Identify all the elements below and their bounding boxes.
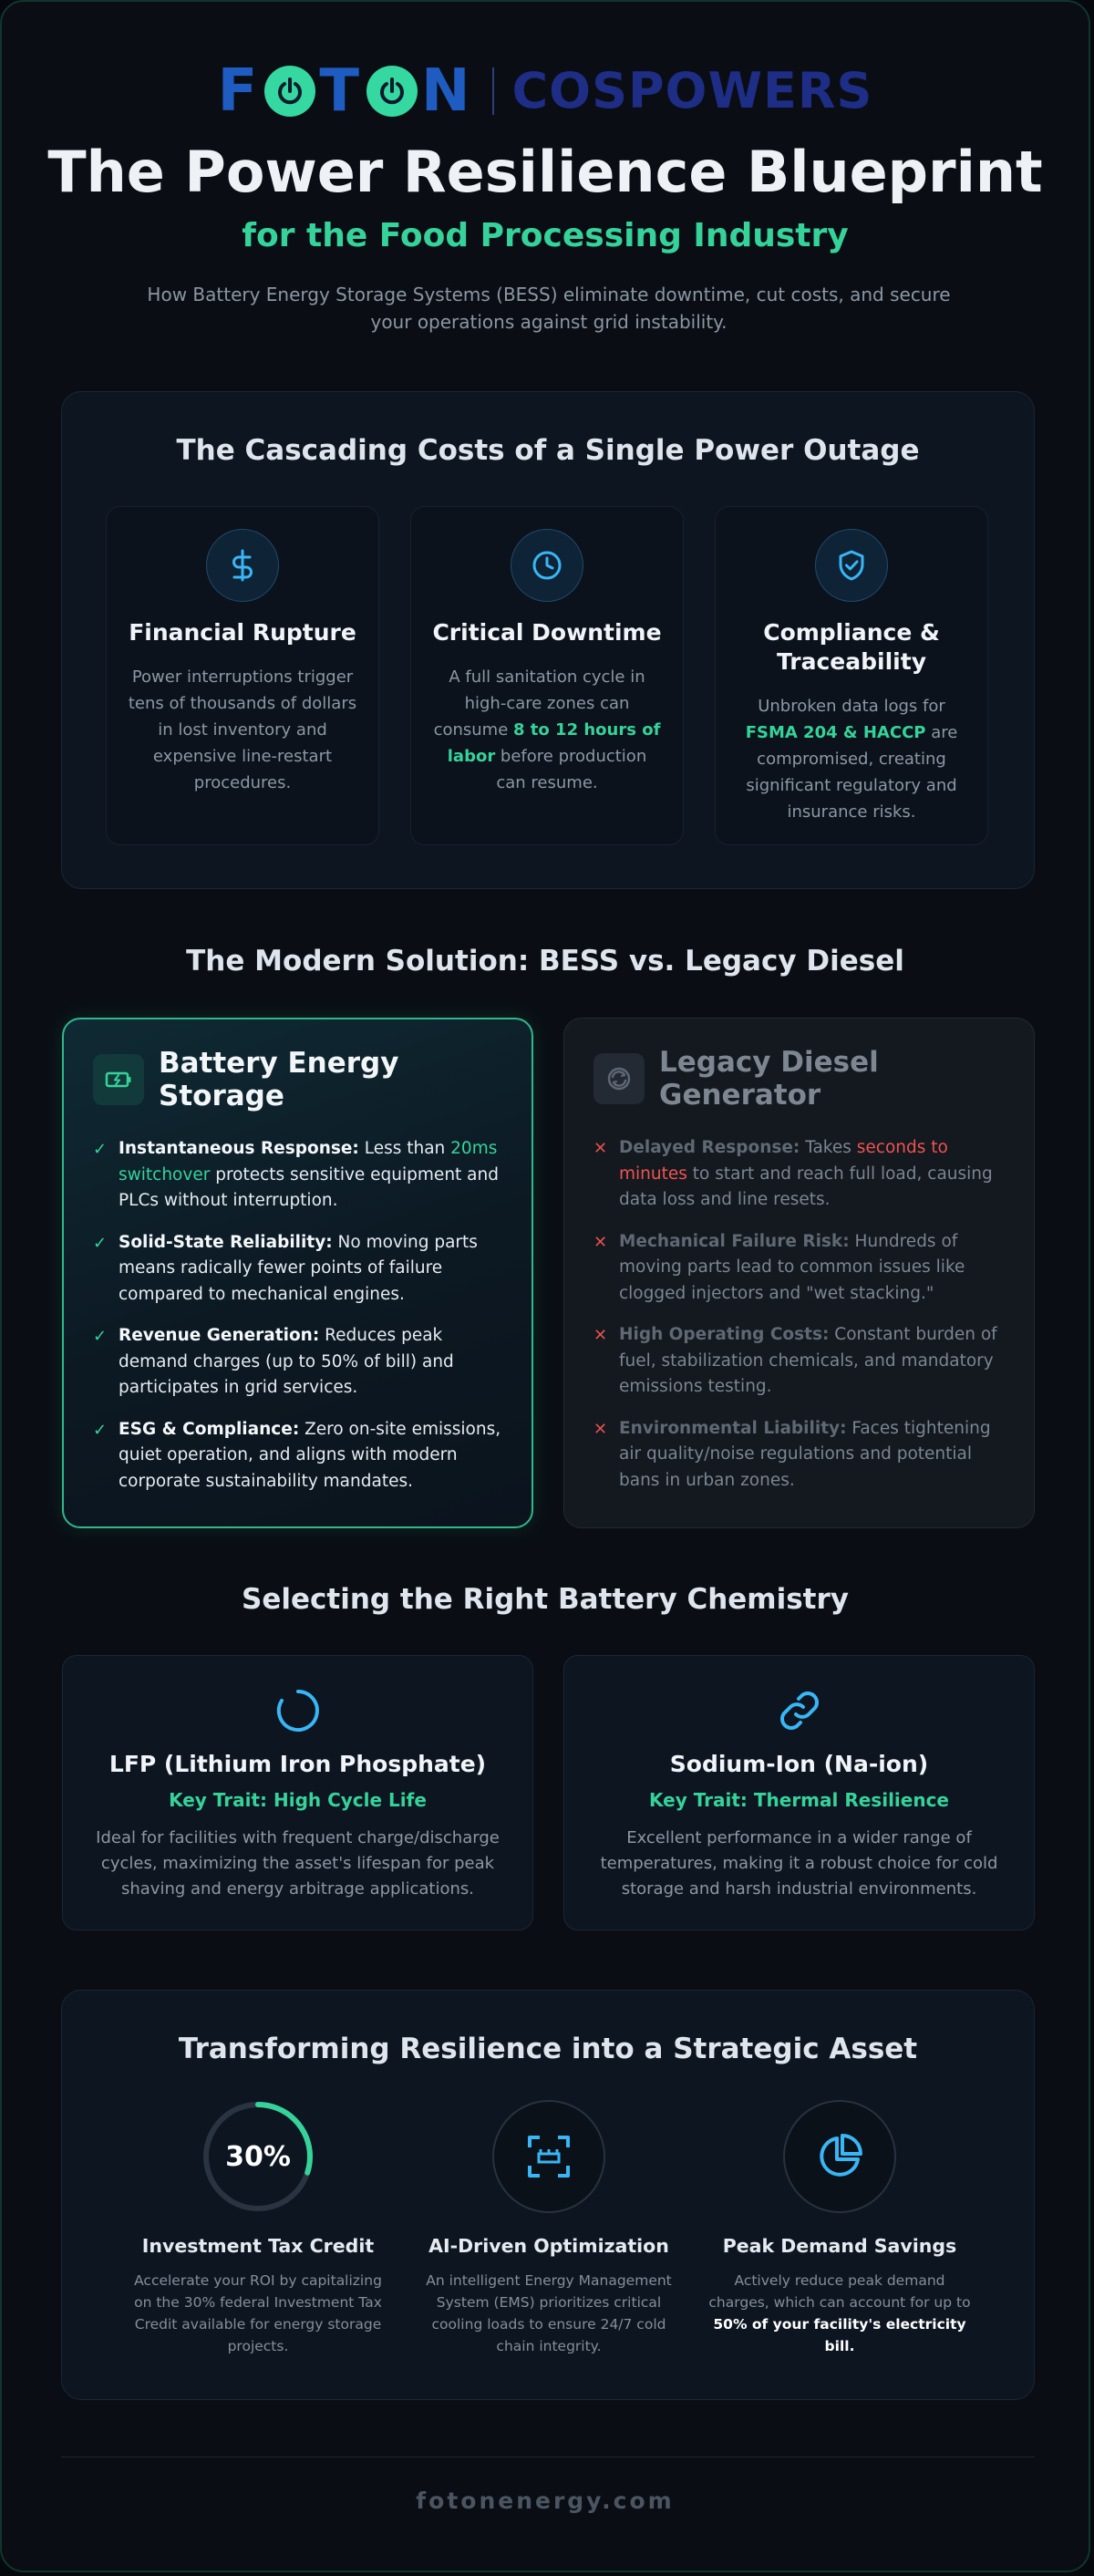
list-item: ✕ Delayed Response: Takes seconds to minutes to start and reach full load, causing data loss and line resets.: [593, 1138, 993, 1209]
check-icon: ✓: [93, 1140, 108, 1159]
x-icon: ✕: [593, 1232, 608, 1252]
chem-card-text: Excellent performance in a wider range of temperatures, making it a robust choice for cold storage and harsh industrial environments.: [600, 1828, 998, 1898]
x-icon: ✕: [593, 1326, 608, 1345]
brand-logo: [2, 57, 1089, 125]
outage-costs-section: [61, 391, 1035, 889]
cost-card-text: Unbroken data logs for FSMA 204 & HACCP are compromised, creating significant regulatory and insurance risks.: [745, 697, 958, 822]
x-icon: ✕: [593, 1139, 608, 1158]
tax-credit-value: 30%: [225, 2140, 291, 2173]
check-icon: ✓: [93, 1420, 108, 1440]
asset-text: Accelerate your ROI by capitalizing on the 30% federal Investment Tax Credit available for energy storage projects.: [134, 2272, 382, 2354]
asset-title: AI-Driven Optimization: [428, 2235, 669, 2257]
foton-logo: F T N: [217, 57, 474, 125]
strategic-asset-section: [61, 1990, 1035, 2400]
list-item: ✕ High Operating Costs: Constant burden of fuel, stabilization chemicals, and mandatory emissions testing.: [593, 1325, 997, 1396]
cost-card-title: Critical Downtime: [432, 619, 662, 646]
pie-chart-icon: [783, 2100, 896, 2213]
page-subtitle: for the Food Processing Industry: [242, 217, 849, 254]
highlight-text: FSMA 204 & HACCP: [745, 723, 926, 742]
asset-text: Actively reduce peak demand charges, which can account for up to 50% of your facility's electricity bill.: [708, 2272, 971, 2354]
battery-icon: [93, 1054, 144, 1105]
asset-text: An intelligent Energy Management System (EMS) prioritizes critical cooling loads to ensure 24/7 cold chain integrity.: [426, 2272, 672, 2354]
cost-card-downtime: [410, 506, 684, 845]
footer-url: fotonenergy.com: [416, 2488, 675, 2514]
chem-card-title: Sodium-Ion (Na-ion): [669, 1751, 929, 1777]
diesel-card: [563, 1018, 1035, 1528]
cost-card-financial: [106, 506, 379, 845]
asset-title: Investment Tax Credit: [141, 2235, 375, 2257]
chem-card-lfp: [62, 1655, 533, 1930]
check-icon: ✓: [93, 1327, 108, 1346]
bess-card: [62, 1018, 533, 1528]
list-item: ✓ Revenue Generation: Reduces peak demand charges (up to 50% of bill) and participates in grid services.: [93, 1326, 454, 1397]
chemistry-title: Selecting the Right Battery Chemistry: [242, 1583, 849, 1616]
x-icon: ✕: [593, 1419, 608, 1439]
cycle-icon: [273, 1685, 324, 1736]
diesel-list: [592, 1135, 1008, 1494]
asset-ai-optimization: [412, 2100, 686, 2357]
logo-divider: [492, 67, 494, 115]
cost-card-title: Financial Rupture: [129, 619, 356, 646]
shield-check-icon: [815, 529, 888, 602]
bess-title: Battery Energy Storage: [159, 1047, 399, 1112]
cost-card-title: Compliance & Traceability: [763, 619, 940, 675]
chem-card-trait: Key Trait: High Cycle Life: [169, 1789, 427, 1811]
solution-title: The Modern Solution: BESS vs. Legacy Diesel: [186, 945, 904, 978]
asset-peak-demand: [703, 2100, 976, 2357]
clock-icon: [511, 529, 583, 602]
bess-list: [91, 1136, 506, 1495]
highlight-text: 8 to 12 hours of labor: [447, 720, 661, 766]
dollar-icon: [206, 529, 279, 602]
diesel-title: Legacy Diesel Generator: [659, 1046, 879, 1112]
link-icon: [774, 1685, 825, 1736]
chem-card-title: LFP (Lithium Iron Phosphate): [108, 1751, 487, 1777]
list-item: ✓ Solid-State Reliability: No moving parts means radically fewer points of failure compared to mechanical engines.: [93, 1232, 478, 1304]
chem-card-sodium: [563, 1655, 1035, 1930]
chem-card-trait: Key Trait: Thermal Resilience: [648, 1789, 949, 1811]
list-item: ✓ Instantaneous Response: Less than 20ms switchover protects sensitive equipment and PLCs without interruption.: [93, 1139, 499, 1210]
cost-card-compliance: [715, 506, 988, 845]
power-icon: [264, 66, 315, 117]
cost-card-text: Power interruptions trigger tens of thousands of dollars in lost inventory and expensive line-restart procedures.: [128, 667, 357, 792]
list-item: ✓ ESG & Compliance: Zero on-site emissions, quiet operation, and aligns with modern corporate sustainability mandates.: [93, 1419, 501, 1491]
intro-text: How Battery Energy Storage Systems (BESS) eliminate downtime, cut costs, and secure your operations against grid instability.: [147, 284, 951, 333]
engine-icon: [593, 1053, 645, 1104]
focus-scan-icon: [492, 2100, 605, 2213]
cospowers-logo: COSPOWERS: [511, 62, 873, 119]
progress-ring: [201, 2100, 315, 2213]
page-title: The Power Resilience Blueprint: [47, 139, 1043, 205]
list-item: ✕ Environmental Liability: Faces tightening air quality/noise regulations and potential bans in urban zones.: [593, 1418, 991, 1490]
strategic-asset-title: Transforming Resilience into a Strategic Asset: [178, 2033, 918, 2065]
outage-costs-title: The Cascading Costs of a Single Power Outage: [176, 434, 920, 467]
power-icon: [366, 66, 418, 117]
list-item: ✕ Mechanical Failure Risk: Hundreds of moving parts lead to common issues like clogged injectors and "wet stacking.": [593, 1231, 965, 1303]
asset-tax-credit: [121, 2100, 395, 2357]
check-icon: ✓: [93, 1233, 108, 1253]
asset-title: Peak Demand Savings: [722, 2235, 957, 2257]
cost-card-text: A full sanitation cycle in high-care zones can consume 8 to 12 hours of labor before production can resume.: [433, 667, 661, 792]
chem-card-text: Ideal for facilities with frequent charge/discharge cycles, maximizing the asset's lifespan for peak shaving and energy arbitrage applications.: [96, 1828, 500, 1898]
